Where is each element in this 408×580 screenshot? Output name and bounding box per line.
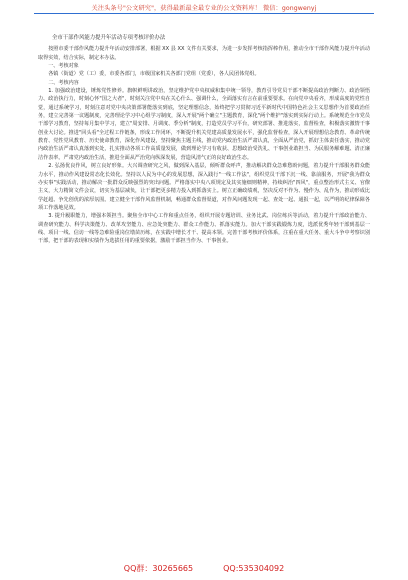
body-paragraph: 1. 加强政治建设，锤炼党性修养。旗帜鲜明讲政治，坚定维护党中央权威和集中统一领导，教育引导党员干部不断提高政治判断力、政治领悟力、政治执行力，时刻心怀"国之大者"，时刻关注党中央在关心什么、强调什么，全面落实有言在前重要要求。在向党中央看齐，形成高度的党性自觉，通过系统学习，时刻注意对党中央决策部署能落实到底，坚定理想信念，始终把学习贯彻习近平新时代中国特色社会主义思想作为首要政治任务，建立完善第一议题制度，完善理论学习中心组学习制度，深入开展"两个确立"主题教育，深化"两个维护"落实到实际行动上。系统规范全市党员干部学习教育，坚持每月集中学习，建立"周安排、月调度、季分析"制度，打造党员学习平台，研究部署、推进落实，监督检查，积极落实激情干事创业大讨论。推进"回头看"全过程工作链条，形成工作闭环，不断提升机关党建高质量发展水平，强化监督检查，深入开展理想信念教育、革命传统教育、党性党风教育、历史使命教育，深化作风建设，坚持聚焦主题主线，推动党内政治生活严肃认真，全面从严治党，抓好主体责任落实，推动党内政治生活严肃认真落到实处，扎实推动各项工作高质量发展，做到理论学习有收获、思想政治受洗礼、干事创业敢担当、为民服务解难题、清正廉洁作表率。严肃党内政治生活，推进全面从严治党向纵深发展，营造风清气正的良好政治生态。: [38, 88, 370, 161]
footer-contacts: [0, 564, 408, 574]
body-paragraph: 3. 提升履职能力，增强本领担当。聚焦全市中心工作和重点任务，组织开展专题培训、业务比武、岗位练兵等活动，着力提升干部政治能力、调查研究能力、科学决策能力、改革攻坚能力、应急处突能力、群众工作能力、抓落实能力。加大干部实践锻炼力度，选派优秀年轻干部到基层一线、项目一线、信访一线等急难险重岗位墩苗历练，在实践中增长才干、提高本领。完善干部考核评价体系，注重在重大任务、重大斗争中考察识别干部，把干部的表现和实绩作为选拔任用的重要依据，激励干部担当作为、干事创业。: [38, 213, 370, 245]
section-heading: 一、考核对象: [48, 63, 79, 70]
footer-qq-group: QQ群：30265665: [123, 564, 194, 573]
document-title: 全市干部作风能力提升年活动专项考核评价办法: [52, 35, 166, 41]
body-paragraph: 各镇（街道）党（工）委，市委各部门，市级国家机关各部门党组（党委），各人民团体党组。: [48, 71, 260, 78]
paragraph-list: [38, 45, 370, 245]
header-rule: [34, 13, 374, 14]
footer-qq: QQ:535304092: [223, 564, 285, 573]
document-body: [38, 34, 370, 246]
body-paragraph: 2. 弘扬优良作风，树立良好形象。大兴调查研究之风，做到深入基层，倾听群众呼声，推动解决群众急难愁盼问题，着力提升干部服务群众能力水平，推动作风建设常态化长效化。坚持以人民为中心的发展思想，深入践行"一线工作法"，组织党员干部下沉一线、靠前服务，开展"我为群众办实事"实践活动，推动解决一批群众反映强烈的突出问题。严格落实中央八项规定及其实施细则精神，持续纠治"四风"，重点整治形式主义、官僚主义，大力精简文件会议，切实为基层减负，让干部把更多精力投入到抓落实上。树立正确政绩观，坚决反对不作为、慢作为、乱作为，推动形成比学赶超、争先创优的浓厚氛围。建立健全干部作风监督机制，畅通群众监督渠道，对作风问题发现一起、查处一起、通报一起，以严明的纪律保障各项工作落地见效。: [38, 163, 370, 211]
section-heading: 二、考核内容: [48, 79, 79, 86]
header-banner: 关注头条号"公文研究"，获得最新最全最专业的公文资料库！ 微信：gongwenyj: [91, 5, 317, 12]
body-paragraph: 按照市委干部作风能力提升年活动安排部署，根据 XX 县 XX 文件有关要求，为进一步发挥考核指挥棒作用，推动全市干部作风能力提升年活动取得实效，结合实际，制定本办法。: [38, 46, 370, 61]
